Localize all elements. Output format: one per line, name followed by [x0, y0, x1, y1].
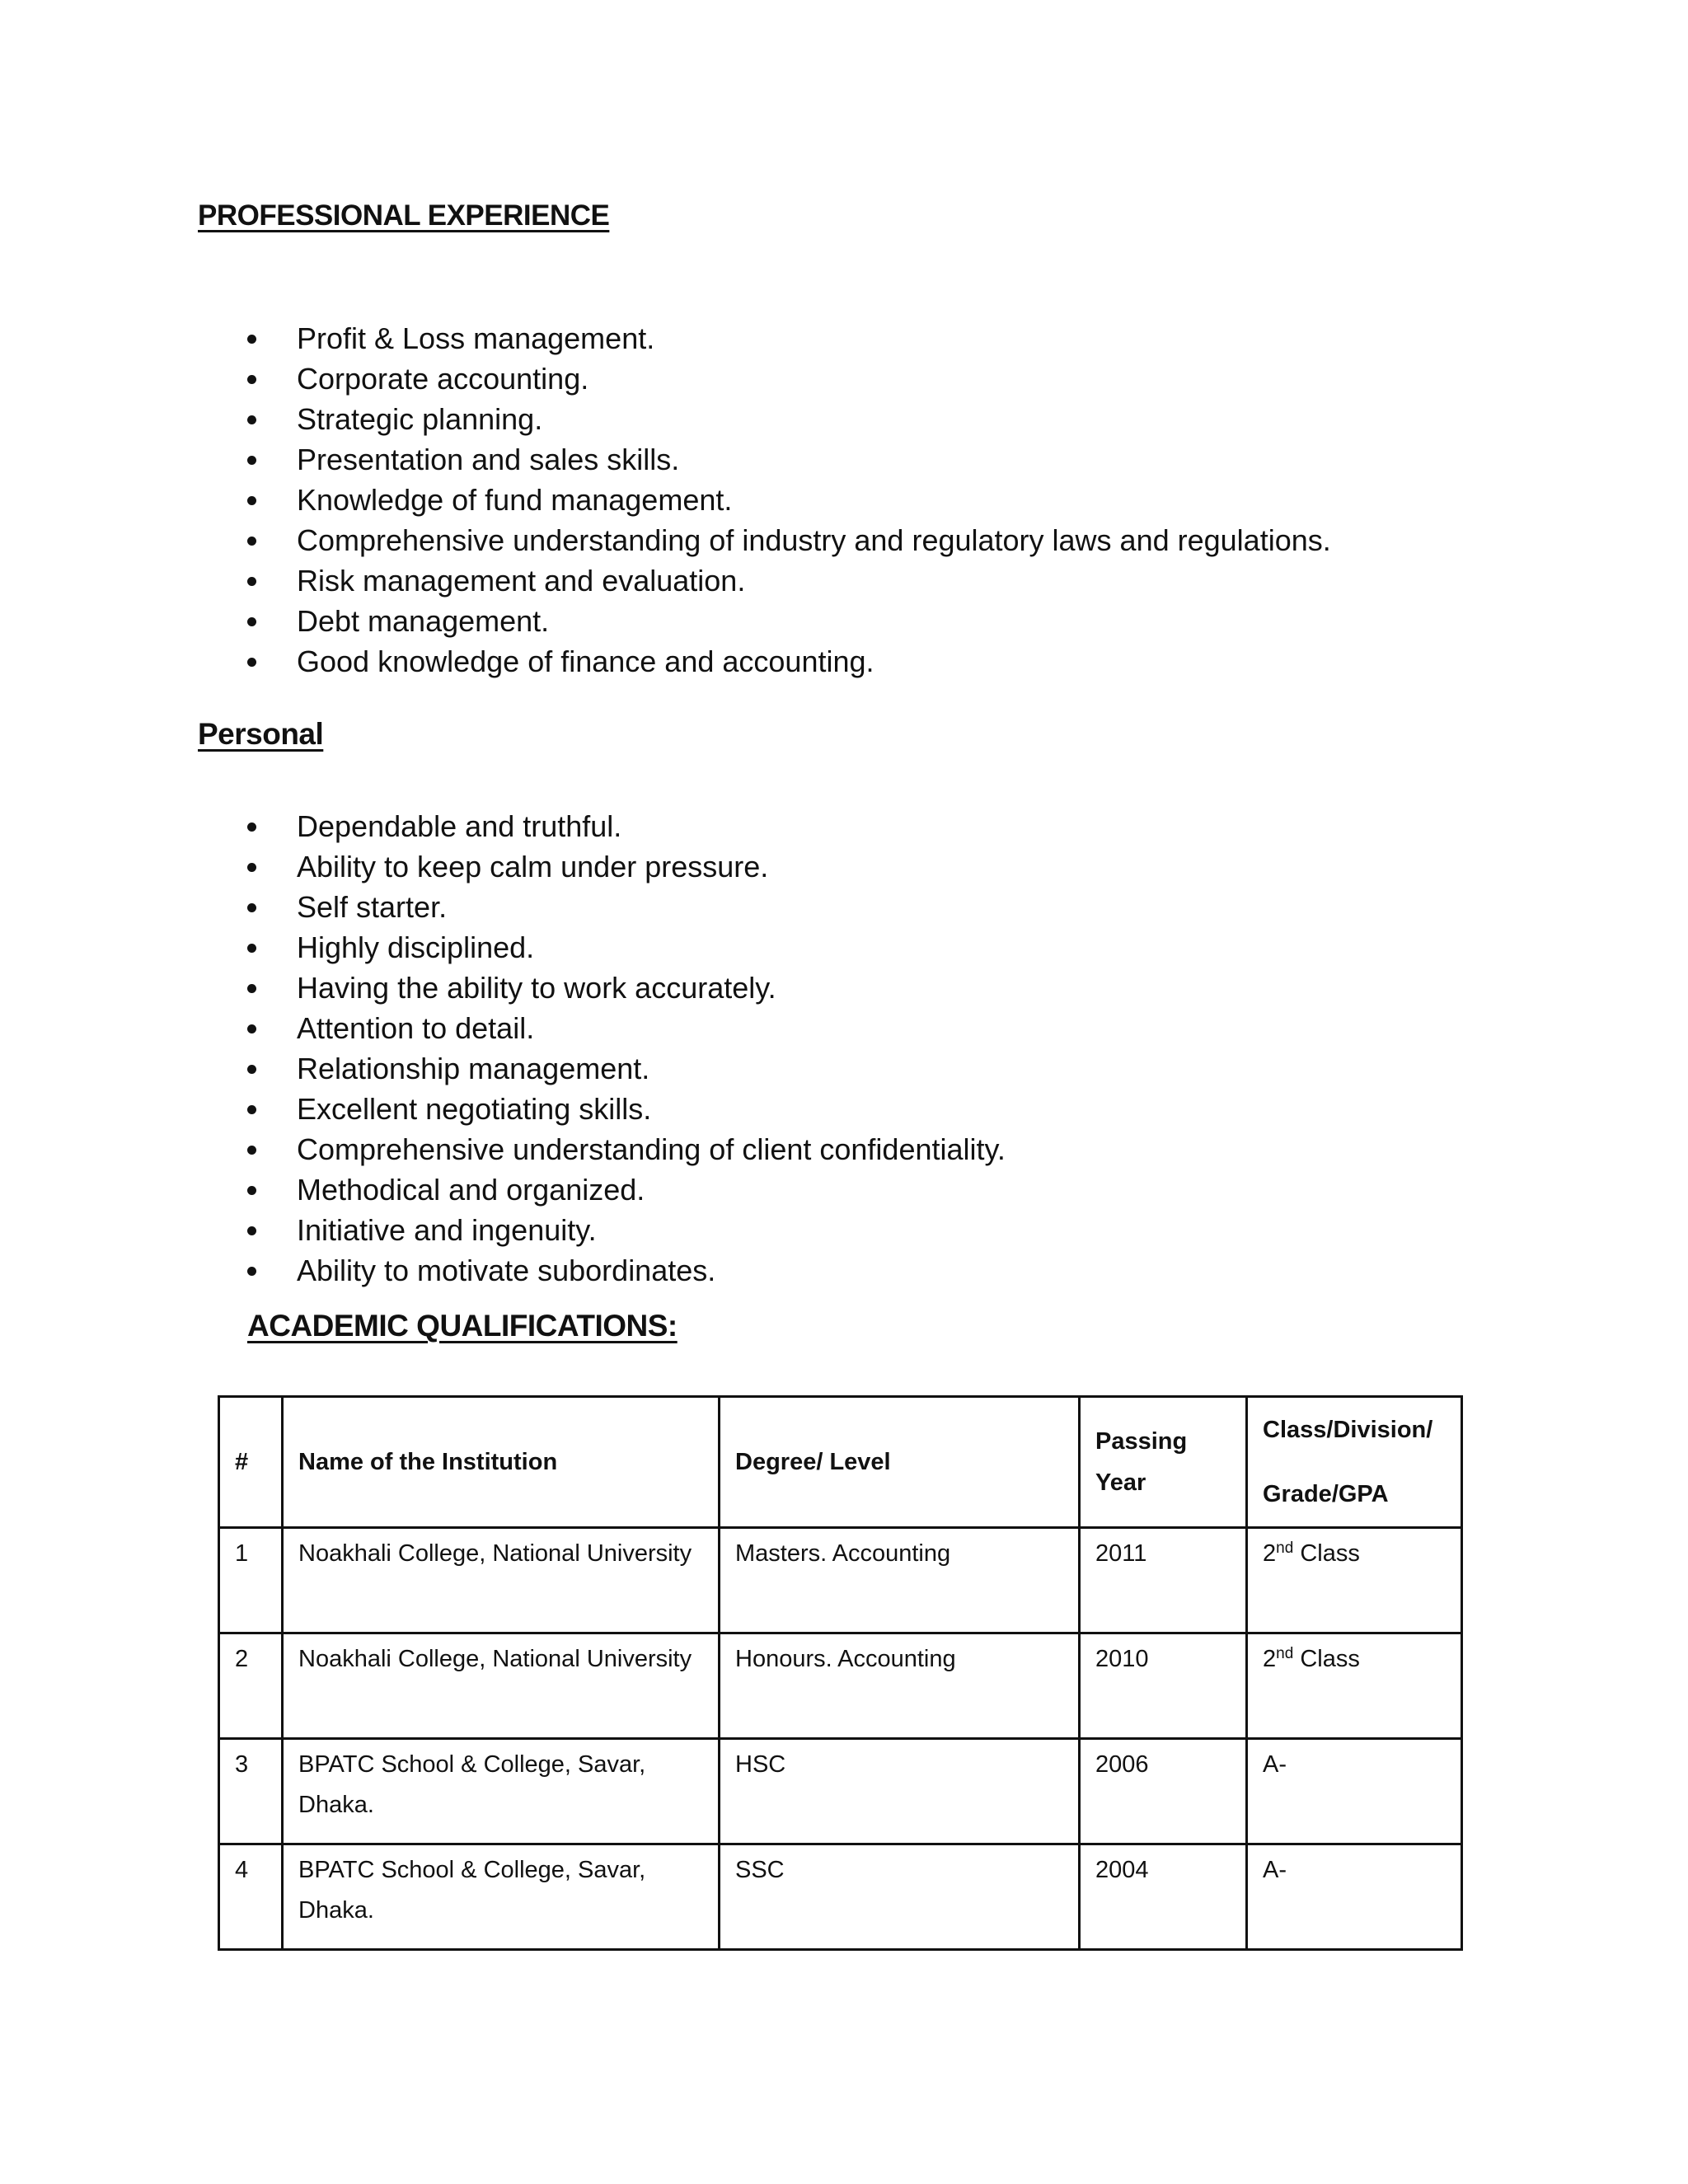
row-number: 2	[219, 1633, 283, 1739]
list-item: Comprehensive understanding of industry and regulatory laws and regulations.	[0, 520, 1331, 560]
year-cell: 2011	[1080, 1528, 1247, 1633]
list-item: Ability to motivate subordinates.	[0, 1250, 1006, 1291]
personal-heading: Personal	[198, 717, 324, 751]
bullet-icon	[247, 944, 256, 953]
column-header-number: #	[219, 1397, 283, 1528]
bullet-icon	[247, 1267, 256, 1276]
list-item: Corporate accounting.	[0, 359, 1331, 399]
bullet-icon	[247, 617, 256, 626]
list-item: Self starter.	[0, 887, 1006, 927]
bullet-icon	[247, 1146, 256, 1155]
grade-cell: A-	[1247, 1844, 1462, 1950]
degree-cell: Honours. Accounting	[720, 1633, 1080, 1739]
professional-experience-list	[0, 318, 1331, 682]
bullet-icon	[247, 984, 256, 993]
academic-qualifications-heading: ACADEMIC QUALIFICATIONS:	[247, 1309, 678, 1343]
institution-cell: BPATC School & College, Savar, Dhaka.	[283, 1739, 720, 1844]
bullet-icon	[247, 577, 256, 586]
list-item: Attention to detail.	[0, 1008, 1006, 1048]
list-item: Excellent negotiating skills.	[0, 1089, 1006, 1129]
list-item: Having the ability to work accurately.	[0, 968, 1006, 1008]
bullet-icon	[247, 863, 256, 872]
list-item: Risk management and evaluation.	[0, 560, 1331, 601]
table-header-row	[219, 1397, 1462, 1528]
list-item: Presentation and sales skills.	[0, 439, 1331, 480]
list-item: Dependable and truthful.	[0, 806, 1006, 846]
personal-list	[0, 806, 1006, 1291]
column-header-institution: Name of the Institution	[283, 1397, 720, 1528]
bullet-icon	[247, 1065, 256, 1074]
institution-cell: Noakhali College, National University	[283, 1528, 720, 1633]
bullet-icon	[247, 658, 256, 667]
table-row	[219, 1844, 1462, 1950]
qualifications-table	[218, 1395, 1463, 1951]
grade-cell: 2nd Class	[1247, 1633, 1462, 1739]
row-number: 3	[219, 1739, 283, 1844]
list-item: Highly disciplined.	[0, 927, 1006, 968]
list-item: Comprehensive understanding of client confidentiality.	[0, 1129, 1006, 1169]
list-item: Good knowledge of finance and accounting.	[0, 641, 1331, 682]
table-row	[219, 1739, 1462, 1844]
list-item: Initiative and ingenuity.	[0, 1210, 1006, 1250]
bullet-icon	[247, 456, 256, 465]
bullet-icon	[247, 415, 256, 424]
list-item: Profit & Loss management.	[0, 318, 1331, 359]
list-item: Methodical and organized.	[0, 1169, 1006, 1210]
table-row	[219, 1528, 1462, 1633]
bullet-icon	[247, 496, 256, 505]
year-cell: 2004	[1080, 1844, 1247, 1950]
list-item: Debt management.	[0, 601, 1331, 641]
bullet-icon	[247, 1186, 256, 1195]
column-header-passing-year: Passing Year	[1080, 1397, 1247, 1528]
row-number: 1	[219, 1528, 283, 1633]
bullet-icon	[247, 1226, 256, 1235]
bullet-icon	[247, 823, 256, 832]
column-header-degree: Degree/ Level	[720, 1397, 1080, 1528]
list-item: Knowledge of fund management.	[0, 480, 1331, 520]
grade-cell: 2nd Class	[1247, 1528, 1462, 1633]
professional-experience-heading: PROFESSIONAL EXPERIENCE	[198, 199, 610, 232]
column-header-grade: Class/Division/ Grade/GPA	[1247, 1397, 1462, 1528]
degree-cell: SSC	[720, 1844, 1080, 1950]
bullet-icon	[247, 375, 256, 384]
bullet-icon	[247, 335, 256, 344]
degree-cell: HSC	[720, 1739, 1080, 1844]
grade-cell: A-	[1247, 1739, 1462, 1844]
degree-cell: Masters. Accounting	[720, 1528, 1080, 1633]
bullet-icon	[247, 1105, 256, 1114]
row-number: 4	[219, 1844, 283, 1950]
institution-cell: BPATC School & College, Savar, Dhaka.	[283, 1844, 720, 1950]
bullet-icon	[247, 537, 256, 546]
institution-cell: Noakhali College, National University	[283, 1633, 720, 1739]
table-row	[219, 1633, 1462, 1739]
year-cell: 2010	[1080, 1633, 1247, 1739]
year-cell: 2006	[1080, 1739, 1247, 1844]
list-item: Ability to keep calm under pressure.	[0, 846, 1006, 887]
list-item: Relationship management.	[0, 1048, 1006, 1089]
bullet-icon	[247, 1024, 256, 1033]
list-item: Strategic planning.	[0, 399, 1331, 439]
bullet-icon	[247, 903, 256, 912]
